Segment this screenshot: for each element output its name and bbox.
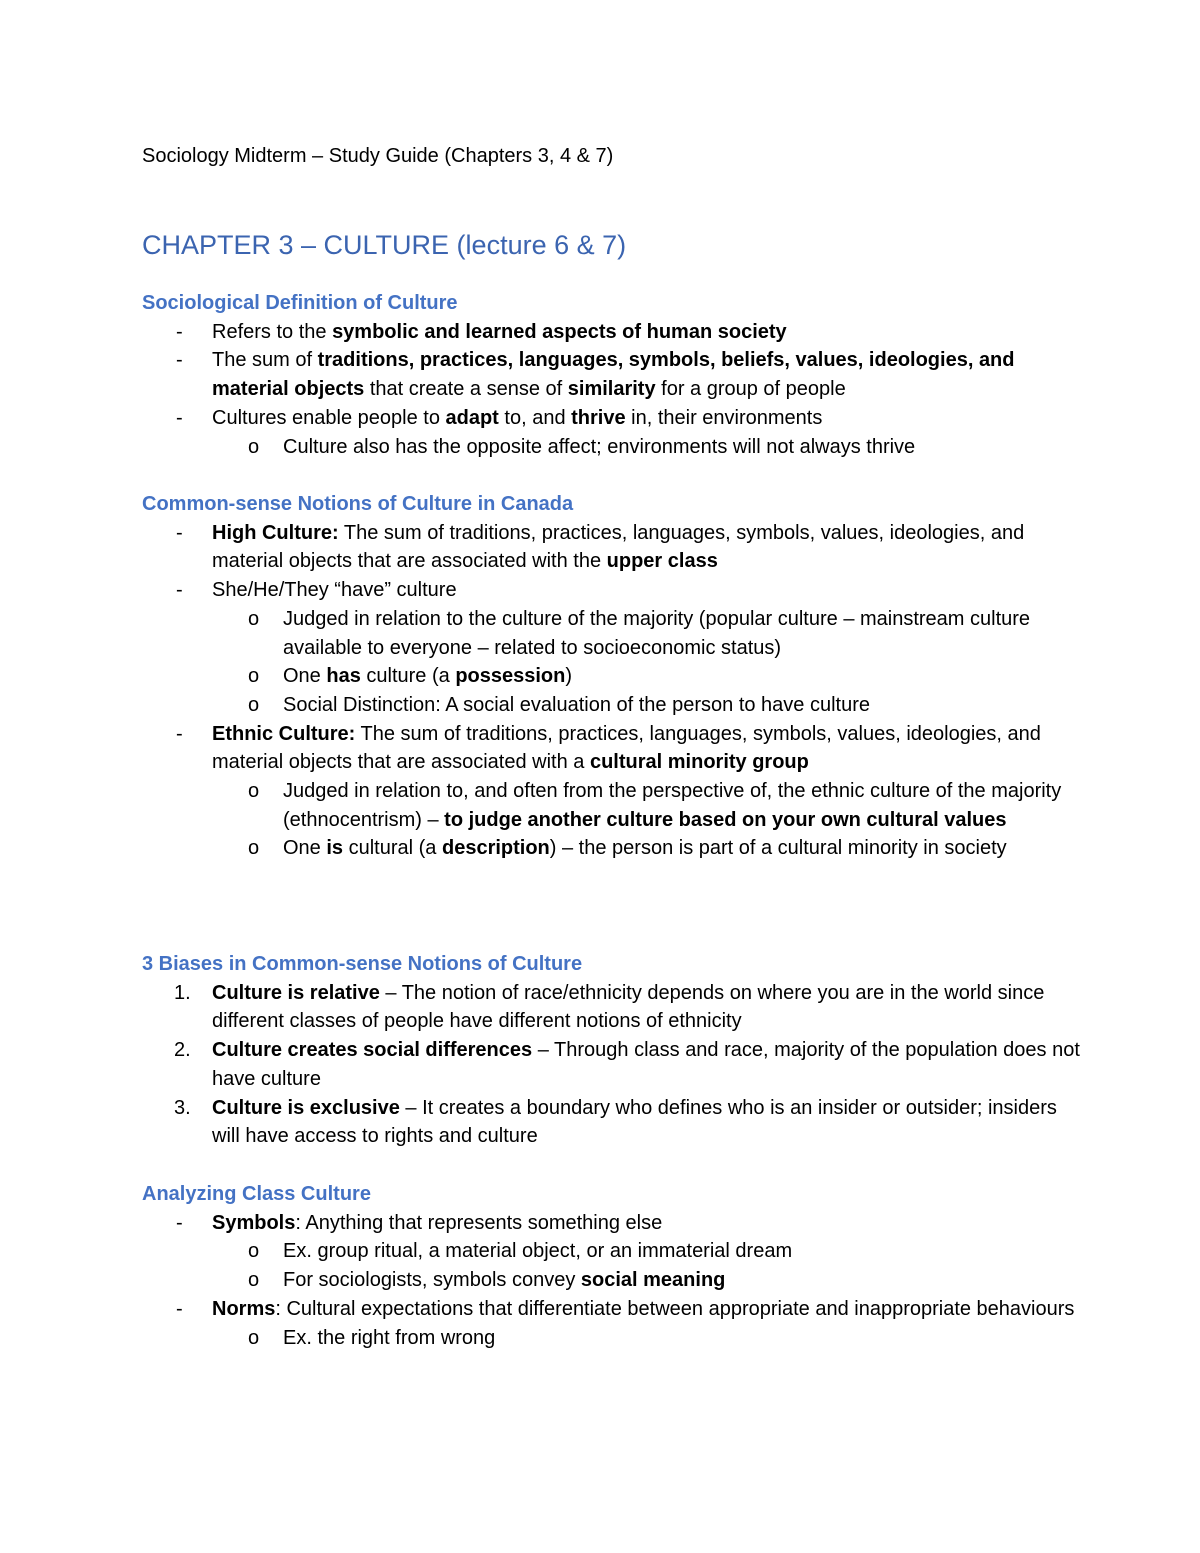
numbered-list <box>142 979 1082 1151</box>
bold-text: social meaning <box>580 1269 726 1292</box>
bullet-item <box>142 318 1082 347</box>
sub-bullet-item <box>142 605 1082 662</box>
text-run: to, and <box>498 406 572 429</box>
section-biases <box>142 950 1082 1151</box>
list-marker: - <box>176 320 183 343</box>
list-marker: - <box>176 349 183 372</box>
text-run: – The notion of race/ethnicity depends on where you are in the world since different classes of people have different notions of ethnicity <box>212 981 1045 1033</box>
bold-text: to judge another culture based on your own cultural values <box>444 808 1007 831</box>
list-marker: 1. <box>174 981 191 1004</box>
text-run: Social Distinction: A social evaluation of the person to have culture <box>283 693 871 716</box>
bullet-item <box>142 576 1082 605</box>
bullet-list <box>142 1209 1082 1353</box>
text-run: The sum of <box>212 349 318 372</box>
bold-text: cultural minority group <box>589 751 809 774</box>
text-run: Judged in relation to, and often from the perspective of, the ethnic culture of the majority (ethnocentrism) – <box>283 780 1062 831</box>
bold-text: adapt <box>445 406 499 429</box>
list-marker: o <box>248 435 260 458</box>
bold-text: Culture is exclusive <box>212 1096 400 1119</box>
section-heading: Common-sense Notions of Culture in Canada <box>142 493 574 515</box>
text-run: : Anything that represents something else <box>295 1211 663 1234</box>
bold-text: is <box>326 837 344 860</box>
sub-bullet-item <box>142 691 1082 720</box>
bold-text: symbolic and learned aspects of human society <box>332 320 787 343</box>
text-run: The sum of traditions, practices, languages, symbols, values, ideologies, and material objects that are associated with a <box>212 722 1041 774</box>
text-run: Ex. group ritual, a material object, or an immaterial dream <box>283 1240 793 1263</box>
text-run: ) – the person is part of a cultural minority in society <box>549 837 1007 860</box>
text-run: culture (a <box>360 665 456 688</box>
sub-bullet-item <box>142 1237 1082 1266</box>
numbered-item <box>142 1036 1082 1093</box>
text-run: for a group of people <box>655 378 846 401</box>
list-marker: o <box>248 693 260 716</box>
text-run: One <box>283 665 327 688</box>
list-marker: 2. <box>174 1039 191 1062</box>
bold-text: Symbols <box>212 1211 296 1234</box>
list-marker: o <box>248 780 260 803</box>
text-run: Refers to the <box>212 320 333 343</box>
list-marker: o <box>248 665 260 688</box>
list-marker: - <box>176 406 183 429</box>
text-run: – Through class and race, majority of the population does not have culture <box>212 1039 1080 1090</box>
list-marker: - <box>176 579 183 602</box>
text-run: : Cultural expectations that differentiate between appropriate and inappropriate behaviours <box>275 1297 1075 1320</box>
text-run: ) <box>565 665 573 688</box>
bold-text: Culture creates social differences <box>212 1039 533 1062</box>
bold-text: upper class <box>606 550 718 573</box>
bullet-item <box>142 1295 1082 1324</box>
bullet-item <box>142 720 1082 777</box>
text-run: For sociologists, symbols convey <box>283 1269 581 1292</box>
numbered-item <box>142 979 1082 1036</box>
text-run: One <box>283 837 327 860</box>
section-heading: Sociological Definition of Culture <box>142 292 458 314</box>
sub-bullet-item <box>142 433 1082 462</box>
list-marker: - <box>176 521 183 544</box>
bold-text: Norms <box>212 1297 276 1320</box>
bold-text: traditions, practices, languages, symbols, beliefs, values, ideologies, and material objects <box>212 349 1015 401</box>
list-marker: 3. <box>174 1096 191 1119</box>
list-marker: - <box>176 722 183 745</box>
list-marker: o <box>248 1269 260 1292</box>
sub-bullet-item <box>142 834 1082 863</box>
bold-text: similarity <box>567 378 656 401</box>
sub-bullet-item <box>142 1266 1082 1295</box>
sub-bullet-item <box>142 662 1082 691</box>
bold-text: Culture is relative <box>212 981 380 1004</box>
chapter-heading: CHAPTER 3 – CULTURE (lecture 6 & 7) <box>142 230 627 260</box>
bullet-item <box>142 404 1082 433</box>
numbered-item <box>142 1094 1082 1151</box>
bullet-item <box>142 519 1082 576</box>
bold-text: possession <box>455 665 566 688</box>
section-heading: 3 Biases in Common-sense Notions of Culture <box>142 953 583 975</box>
sub-bullet-item <box>142 777 1082 834</box>
text-run: The sum of traditions, practices, languages, symbols, values, ideologies, and material objects that are associated with the <box>212 521 1025 573</box>
document-title: Sociology Midterm – Study Guide (Chapters 3, 4 & 7) <box>142 145 614 167</box>
section-common-sense <box>142 490 1082 863</box>
bullet-item <box>142 346 1082 403</box>
section-definition <box>142 289 1082 461</box>
text-run: in, their environments <box>625 406 823 429</box>
text-run: Cultures enable people to <box>212 406 446 429</box>
list-marker: o <box>248 837 260 860</box>
text-run: Ex. the right from wrong <box>283 1326 496 1349</box>
bullet-list <box>142 519 1082 863</box>
section-heading: Analyzing Class Culture <box>142 1183 371 1205</box>
bold-text: Ethnic Culture: <box>212 722 356 745</box>
text-run: – It creates a boundary who defines who is an insider or outsider; insiders will have access to rights and culture <box>212 1096 1057 1148</box>
section-class-culture <box>142 1180 1082 1352</box>
bold-text: High Culture: <box>212 521 339 544</box>
text-run: She/He/They “have” culture <box>212 579 457 602</box>
bold-text: has <box>326 665 361 688</box>
list-marker: o <box>248 607 260 630</box>
bullet-list <box>142 318 1082 462</box>
text-run: Judged in relation to the culture of the majority (popular culture – mainstream culture available to everyone – related to socioeconomic status) <box>283 607 1031 659</box>
text-run: cultural (a <box>343 837 442 860</box>
bold-text: thrive <box>571 406 626 429</box>
text-run: Culture also has the opposite affect; environments will not always thrive <box>283 435 916 458</box>
bullet-item <box>142 1209 1082 1238</box>
list-marker: o <box>248 1240 260 1263</box>
sub-bullet-item <box>142 1324 1082 1353</box>
list-marker: - <box>176 1211 183 1234</box>
list-marker: - <box>176 1297 183 1320</box>
list-marker: o <box>248 1326 260 1349</box>
bold-text: description <box>441 837 550 860</box>
text-run: that create a sense of <box>364 378 568 401</box>
